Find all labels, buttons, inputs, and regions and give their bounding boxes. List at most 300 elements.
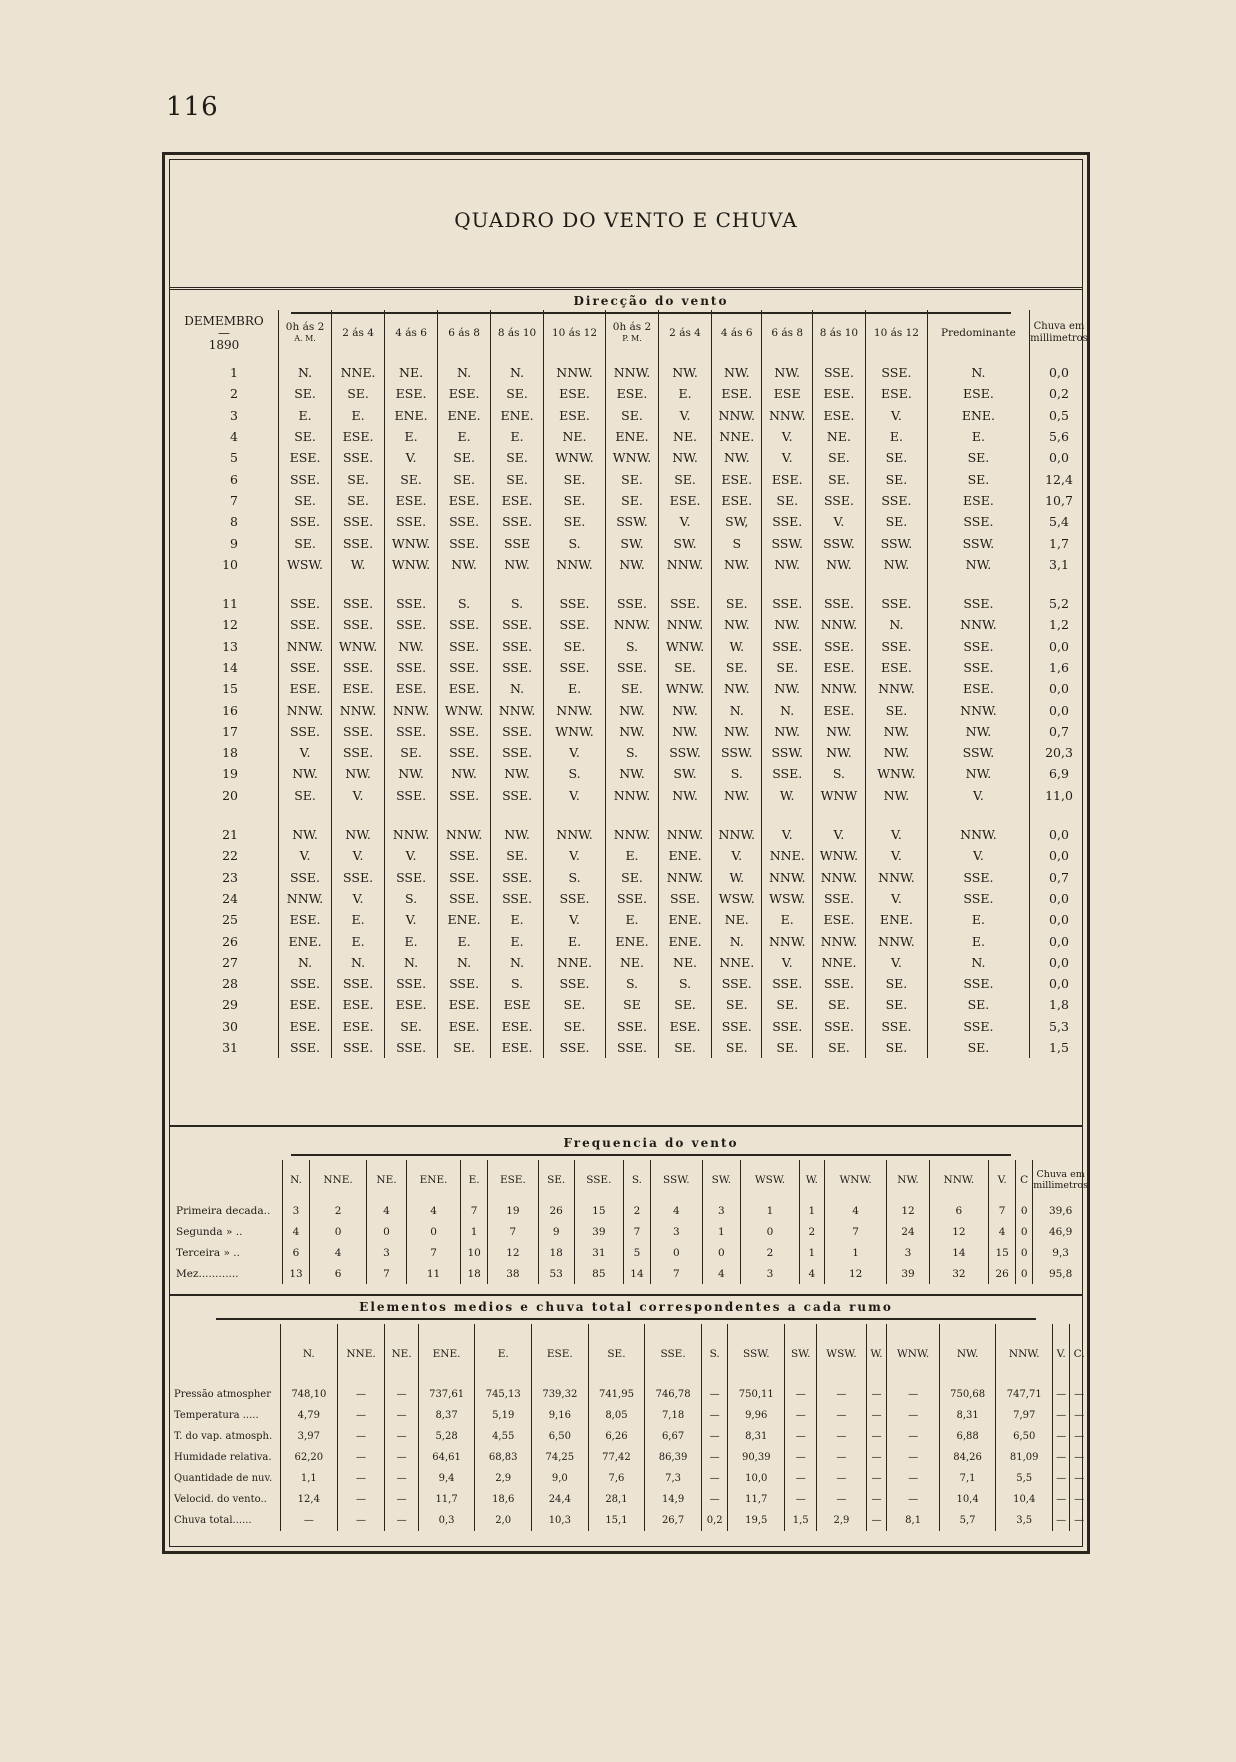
direction-cell: SSE. (927, 1016, 1029, 1037)
frequency-cell: 0 (1016, 1242, 1033, 1263)
direction-cell: NNW. (927, 824, 1029, 845)
direction-cell: SSE. (332, 511, 385, 532)
table-row (170, 1510, 1088, 1531)
direction-cell: SSE. (605, 593, 658, 614)
direction-cell: SE. (438, 447, 491, 468)
direction-cell: E. (438, 930, 491, 951)
direction-cell: S. (812, 763, 865, 784)
elements-cell: 18,6 (475, 1489, 532, 1510)
elements-cell: — (1053, 1384, 1070, 1405)
frequency-cell: 14 (929, 1242, 989, 1263)
direction-cell: SSE. (491, 867, 544, 888)
table-row (170, 763, 1088, 784)
elements-cell: 15,1 (588, 1510, 645, 1531)
row-label: Chuva total...... (174, 1515, 252, 1526)
direction-cell: SE. (332, 490, 385, 511)
direction-cell: SSE. (332, 447, 385, 468)
direction-cell: ENE. (491, 405, 544, 426)
direction-cell: V. (332, 845, 385, 866)
direction-cell: ESE. (927, 490, 1029, 511)
table-row (170, 554, 1088, 575)
elements-cell: 2,0 (475, 1510, 532, 1531)
direction-cell: V. (544, 742, 606, 763)
elements-caption (190, 1300, 1062, 1320)
direction-cell: SSE. (762, 593, 812, 614)
frequency-column-header: E. (461, 1160, 488, 1200)
direction-cell: SE. (762, 994, 812, 1015)
elements-cell: 4,55 (475, 1426, 532, 1447)
elements-cell: — (701, 1405, 728, 1426)
direction-cell: S. (544, 867, 606, 888)
direction-cell: WSW. (712, 888, 762, 909)
direction-cell: N. (712, 699, 762, 720)
direction-cell: ESE. (491, 1037, 544, 1058)
direction-cell: SSE. (279, 973, 332, 994)
direction-cell: NNW. (544, 699, 606, 720)
elements-cell: — (701, 1426, 728, 1447)
direction-cell: V. (332, 888, 385, 909)
direction-cell: V. (927, 845, 1029, 866)
gap-cell (332, 806, 385, 824)
elements-cell: 28,1 (588, 1489, 645, 1510)
gap-cell (762, 806, 812, 824)
rain-cell: 0,0 (1030, 356, 1089, 383)
direction-cell: SE. (812, 1037, 865, 1058)
frequency-column-header: NNW. (929, 1160, 989, 1200)
frequency-cell: 3 (283, 1200, 310, 1221)
direction-cell: V. (279, 742, 332, 763)
table-row (170, 952, 1088, 973)
direction-cell: SSE. (544, 593, 606, 614)
elements-cell: — (887, 1447, 939, 1468)
direction-cell: NW. (438, 554, 491, 575)
elements-cell: 14,9 (645, 1489, 702, 1510)
direction-cell: V. (385, 447, 438, 468)
direction-cell: SSE. (332, 867, 385, 888)
direction-cell: NW. (659, 785, 712, 806)
elements-cell: — (1070, 1510, 1088, 1531)
direction-cell: S. (385, 888, 438, 909)
direction-cell: SSE. (605, 657, 658, 678)
direction-cell: NW. (762, 554, 812, 575)
elements-cell: 1,5 (785, 1510, 817, 1531)
direction-cell: SE. (865, 1037, 927, 1058)
gap-cell (544, 806, 606, 824)
day-cell: 7 (230, 492, 238, 508)
rain-cell: 1,8 (1030, 994, 1089, 1015)
direction-cell: NW. (279, 824, 332, 845)
direction-cell: NW. (927, 763, 1029, 784)
elements-column-header: NW. (939, 1324, 996, 1384)
direction-cell: N. (491, 952, 544, 973)
direction-cell: NW. (712, 447, 762, 468)
elements-cell: 24,4 (532, 1489, 589, 1510)
direction-cell: ENE. (659, 930, 712, 951)
direction-cell: SE. (332, 468, 385, 489)
day-cell: 15 (222, 681, 238, 697)
direction-cell: V. (332, 785, 385, 806)
direction-cell: SSW. (762, 742, 812, 763)
direction-column-header (762, 310, 812, 356)
direction-cell: SSE. (332, 742, 385, 763)
direction-cell: ENE. (438, 909, 491, 930)
direction-cell: NNW. (605, 785, 658, 806)
frequency-caption-text: Frequencia do vento (563, 1136, 739, 1150)
day-cell: 26 (222, 933, 238, 949)
table-row (170, 636, 1088, 657)
direction-cell: NW. (712, 356, 762, 383)
elements-cell: 0,3 (418, 1510, 475, 1531)
direction-cell: NW. (865, 721, 927, 742)
direction-cell: SSE. (279, 867, 332, 888)
rain-cell: 1,7 (1030, 532, 1089, 553)
day-cell: 11 (222, 596, 238, 612)
direction-cell: SSE. (544, 1037, 606, 1058)
table-frame (162, 152, 1090, 1554)
gap-cell (605, 575, 658, 593)
elements-cell: — (1070, 1384, 1088, 1405)
frequency-cell: 10 (461, 1242, 488, 1263)
row-label: Humidade relativa. (174, 1452, 272, 1463)
direction-cell: NW. (762, 678, 812, 699)
table-row (170, 447, 1088, 468)
direction-cell: SE. (605, 405, 658, 426)
direction-cell: SSE. (279, 657, 332, 678)
elements-cell: — (1070, 1405, 1088, 1426)
column-label: 0h ás 2 (285, 321, 325, 333)
table-row (170, 678, 1088, 699)
direction-cell: E. (332, 930, 385, 951)
direction-cell: ESE. (438, 1016, 491, 1037)
elements-cell: — (385, 1447, 418, 1468)
elements-cell: — (785, 1489, 817, 1510)
direction-cell: ESE. (762, 468, 812, 489)
direction-cell: SSE. (385, 511, 438, 532)
direction-column-header (385, 310, 438, 356)
direction-cell: V. (762, 824, 812, 845)
rain-cell: 0,0 (1030, 824, 1089, 845)
frequency-cell: 3 (650, 1221, 702, 1242)
direction-column-header (812, 310, 865, 356)
frequency-cell: 0 (702, 1242, 741, 1263)
rain-cell: 0,0 (1030, 845, 1089, 866)
frequency-column-header: SW. (702, 1160, 741, 1200)
gap-cell (385, 575, 438, 593)
direction-cell: SSW. (762, 532, 812, 553)
direction-cell: NE. (659, 426, 712, 447)
elements-column-header: SSW. (728, 1324, 785, 1384)
direction-cell: S. (605, 973, 658, 994)
direction-cell: NNW. (279, 636, 332, 657)
direction-cell: V. (385, 845, 438, 866)
elements-cell: 68,83 (475, 1447, 532, 1468)
rain-cell: 5,6 (1030, 426, 1089, 447)
elements-cell: — (1053, 1489, 1070, 1510)
elements-cell: — (817, 1426, 866, 1447)
direction-cell: V. (865, 405, 927, 426)
direction-cell: SE. (491, 447, 544, 468)
elements-cell: 5,7 (939, 1510, 996, 1531)
direction-cell: SSE. (385, 1037, 438, 1058)
frequency-cell: 39,6 (1033, 1200, 1088, 1221)
frequency-cell: 18 (461, 1263, 488, 1284)
direction-cell: SSE. (332, 657, 385, 678)
frequency-cell: 7 (650, 1263, 702, 1284)
elements-cell: — (1053, 1447, 1070, 1468)
table-row (170, 426, 1088, 447)
column-label: Predominante (941, 327, 1016, 339)
direction-cell: SE. (659, 468, 712, 489)
direction-cell: N. (927, 952, 1029, 973)
direction-cell: SE. (605, 867, 658, 888)
elements-cell: — (866, 1405, 887, 1426)
frequency-cell: 95,8 (1033, 1263, 1088, 1284)
elements-cell: 10,4 (996, 1489, 1053, 1510)
elements-cell: 5,28 (418, 1426, 475, 1447)
direction-cell: SE. (544, 490, 606, 511)
direction-cell: SSW. (927, 532, 1029, 553)
table-row (170, 383, 1088, 404)
direction-cell: S. (491, 593, 544, 614)
frequency-cell: 19 (488, 1200, 538, 1221)
column-label: 2 ás 4 (669, 327, 701, 339)
direction-cell: ESE. (332, 678, 385, 699)
direction-cell: SE. (385, 468, 438, 489)
column-label: 2 ás 4 (342, 327, 374, 339)
direction-cell: S. (438, 593, 491, 614)
direction-cell: SSE. (812, 636, 865, 657)
direction-cell: E. (659, 383, 712, 404)
direction-cell: NW. (491, 824, 544, 845)
frequency-cell: 14 (623, 1263, 650, 1284)
direction-cell: NNW. (659, 824, 712, 845)
elements-cell: 7,6 (588, 1468, 645, 1489)
direction-cell: NNW. (605, 356, 658, 383)
direction-cell: NW. (812, 742, 865, 763)
elements-cell: 748,10 (281, 1384, 338, 1405)
frequency-cell: 4 (283, 1221, 310, 1242)
direction-cell: ESE. (544, 405, 606, 426)
direction-cell: W. (712, 636, 762, 657)
frequency-cell: 13 (283, 1263, 310, 1284)
gap-cell (865, 806, 927, 824)
elements-column-header: ESE. (532, 1324, 589, 1384)
elements-cell: 9,0 (532, 1468, 589, 1489)
direction-cell: V. (812, 824, 865, 845)
row-label: Primeira decada.. (176, 1204, 271, 1217)
direction-cell: SSE. (385, 593, 438, 614)
rain-cell: 0,7 (1030, 721, 1089, 742)
direction-cell: S. (491, 973, 544, 994)
direction-cell: V. (385, 909, 438, 930)
elements-cell: — (866, 1489, 887, 1510)
frequency-column-header: WNW. (824, 1160, 887, 1200)
table-row (170, 1016, 1088, 1037)
day-cell: 28 (222, 976, 238, 992)
elements-cell: — (866, 1426, 887, 1447)
direction-cell: NNW. (762, 867, 812, 888)
direction-cell: SSE. (332, 973, 385, 994)
gap-cell (605, 806, 658, 824)
direction-cell: NW. (659, 447, 712, 468)
direction-cell: SE. (279, 490, 332, 511)
direction-cell: ENE. (279, 930, 332, 951)
direction-cell: SSE. (605, 888, 658, 909)
direction-cell: NW. (605, 721, 658, 742)
column-label: 4 ás 6 (395, 327, 427, 339)
table-row (170, 1426, 1088, 1447)
wind-direction-table (170, 310, 1088, 1058)
direction-cell: SSE. (491, 742, 544, 763)
frequency-cell: 12 (929, 1221, 989, 1242)
elements-column-header: W. (866, 1324, 887, 1384)
direction-cell: E. (491, 909, 544, 930)
rain-cell: 3,1 (1030, 554, 1089, 575)
elements-column-header: SW. (785, 1324, 817, 1384)
direction-cell: SSE. (865, 593, 927, 614)
elements-column-header: S. (701, 1324, 728, 1384)
direction-cell: NNE. (544, 952, 606, 973)
direction-cell: NNW. (438, 824, 491, 845)
direction-cell: SE. (438, 1037, 491, 1058)
direction-cell: N. (491, 356, 544, 383)
direction-cell: NNW. (544, 554, 606, 575)
elements-cell: — (701, 1468, 728, 1489)
direction-cell: NNW. (605, 824, 658, 845)
direction-cell: SSE. (332, 614, 385, 635)
elements-cell: 7,1 (939, 1468, 996, 1489)
direction-cell: SSE. (812, 1016, 865, 1037)
gap-cell (438, 575, 491, 593)
direction-cell: SSE. (332, 721, 385, 742)
direction-cell: W. (332, 554, 385, 575)
direction-cell: V. (927, 785, 1029, 806)
table-row (170, 468, 1088, 489)
direction-cell: SE. (544, 468, 606, 489)
row-label: Temperatura ..... (174, 1410, 259, 1421)
direction-cell: N. (438, 356, 491, 383)
table-row (170, 1384, 1088, 1405)
elements-cell: — (817, 1447, 866, 1468)
direction-cell: SE. (659, 1037, 712, 1058)
day-cell: 16 (222, 702, 238, 718)
direction-cell: NNW. (865, 867, 927, 888)
elements-cell: — (887, 1426, 939, 1447)
frequency-column-header: N. (283, 1160, 310, 1200)
elements-cell: — (385, 1510, 418, 1531)
year-label: 1890 (208, 338, 240, 352)
elements-cell: 3,97 (281, 1426, 338, 1447)
elements-cell: — (1070, 1489, 1088, 1510)
direction-cell: NW. (385, 763, 438, 784)
direction-cell: WNW. (332, 636, 385, 657)
decade-gap (170, 575, 1088, 593)
frequency-cell: 15 (989, 1242, 1016, 1263)
frequency-cell: 0 (1016, 1221, 1033, 1242)
frequency-cell: 38 (488, 1263, 538, 1284)
rain-cell: 10,7 (1030, 490, 1089, 511)
direction-cell: NNW. (865, 930, 927, 951)
direction-cell: SSE. (812, 888, 865, 909)
direction-column-header (279, 310, 332, 356)
direction-cell: ESE. (712, 468, 762, 489)
title-divider (170, 287, 1082, 290)
direction-cell: NNW. (659, 554, 712, 575)
elements-cell: 7,97 (996, 1405, 1053, 1426)
table-row (170, 930, 1088, 951)
elements-cell: 2,9 (817, 1510, 866, 1531)
direction-cell: ESE. (659, 490, 712, 511)
day-cell: 13 (222, 638, 238, 654)
direction-cell: NNW. (491, 699, 544, 720)
gap-cell (170, 575, 279, 593)
elements-cell: — (337, 1447, 385, 1468)
direction-cell: E. (491, 426, 544, 447)
direction-cell: NW. (659, 356, 712, 383)
elements-cell: 86,39 (645, 1447, 702, 1468)
row-label: T. do vap. atmosph. (174, 1431, 273, 1442)
frequency-cell: 4 (799, 1263, 824, 1284)
direction-cell: SE. (544, 994, 606, 1015)
column-label: 8 ás 10 (497, 327, 537, 339)
direction-cell: SSE. (927, 973, 1029, 994)
direction-cell: WNW. (544, 447, 606, 468)
direction-cell: SSE. (438, 867, 491, 888)
direction-cell: V. (812, 511, 865, 532)
elements-cell: 8,31 (728, 1426, 785, 1447)
elements-column-header: V. (1053, 1324, 1070, 1384)
direction-cell: SSE. (659, 593, 712, 614)
table-row (170, 867, 1088, 888)
table-row (170, 614, 1088, 635)
direction-cell: NW. (812, 554, 865, 575)
elements-cell: — (385, 1384, 418, 1405)
elements-cell: 77,42 (588, 1447, 645, 1468)
direction-cell: WNW. (385, 554, 438, 575)
elements-cell: — (785, 1384, 817, 1405)
direction-cell: NW. (332, 824, 385, 845)
rain-cell: 0,7 (1030, 867, 1089, 888)
table-row (170, 845, 1088, 866)
direction-column-header (438, 310, 491, 356)
direction-cell: SSE. (927, 511, 1029, 532)
frequency-column-header: SSE. (574, 1160, 623, 1200)
gap-cell (438, 806, 491, 824)
direction-cell: ESE. (927, 678, 1029, 699)
direction-cell: SW. (605, 532, 658, 553)
elements-cell: — (337, 1384, 385, 1405)
frequency-cell: 4 (310, 1242, 367, 1263)
elements-cell: 64,61 (418, 1447, 475, 1468)
direction-cell: SSE. (712, 973, 762, 994)
direction-cell: S. (544, 532, 606, 553)
frequency-caption (280, 1136, 1022, 1156)
elements-cell: — (701, 1447, 728, 1468)
table-row (170, 1489, 1088, 1510)
table-row (170, 490, 1088, 511)
elements-cell: 81,09 (996, 1447, 1053, 1468)
frequency-cell: 3 (702, 1200, 741, 1221)
frequency-column-header: W. (799, 1160, 824, 1200)
elements-cell: 3,5 (996, 1510, 1053, 1531)
direction-cell: NW. (812, 721, 865, 742)
elements-cell: — (281, 1510, 338, 1531)
elements-cell: 74,25 (532, 1447, 589, 1468)
frequency-cell: 12 (887, 1200, 929, 1221)
gap-cell (812, 806, 865, 824)
direction-cell: SSE. (438, 742, 491, 763)
direction-cell: V. (279, 845, 332, 866)
